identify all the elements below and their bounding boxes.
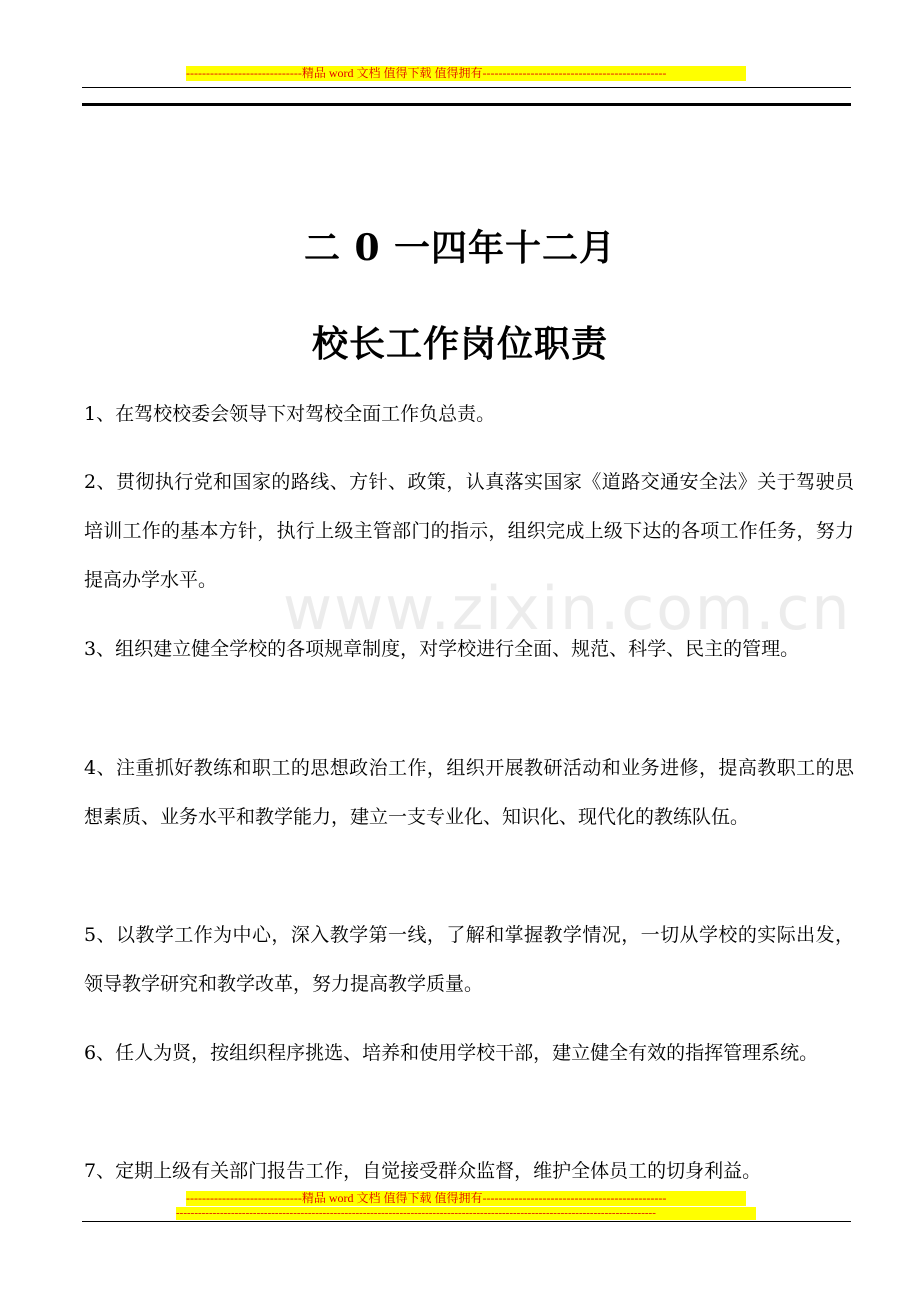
paragraph-1: 1、在驾校校委会领导下对驾校全面工作负总责。	[84, 403, 496, 425]
header-rule-thick	[82, 103, 851, 106]
paragraph-5: 5、以教学工作为中心，深入教学第一线，了解和掌握教学情况，一切从学校的实际出发，领导教学研究和教学改革，努力提高教学质量。	[84, 924, 854, 995]
footer-banner-dashes: -----------------------------------------------------------------------------------------------------------------------------------	[176, 1207, 756, 1220]
header-rule-thin	[82, 87, 851, 88]
document-date: 二 0 一四年十二月	[303, 227, 617, 269]
watermark: www.zixin.com.cn	[283, 574, 852, 644]
header-banner: -----------------------------精品 word 文档 值得下载 值得拥有----------------------------------------------	[186, 66, 746, 81]
paragraph-6: 6、任人为贤，按组织程序挑选、培养和使用学校干部，建立健全有效的指挥管理系统。	[84, 1042, 819, 1064]
document-title: 校长工作岗位职责	[311, 323, 608, 365]
paragraph-4: 4、注重抓好教练和职工的思想政治工作，组织开展教研活动和业务进修，提高教职工的思想素质、业务水平和教学能力，建立一支专业化、知识化、现代化的教练队伍。	[84, 757, 854, 828]
footer-rule	[82, 1221, 851, 1222]
footer-banner: -----------------------------精品 word 文档 值得下载 值得拥有----------------------------------------------	[186, 1191, 746, 1206]
paragraph-2: 2、贯彻执行党和国家的路线、方针、政策，认真落实国家《道路交通安全法》关于驾驶员培训工作的基本方针，执行上级主管部门的指示，组织完成上级下达的各项工作任务，努力提高办学水平。	[84, 471, 854, 591]
paragraph-7: 7、定期上级有关部门报告工作，自觉接受群众监督，维护全体员工的切身利益。	[84, 1160, 762, 1182]
paragraph-3: 3、组织建立健全学校的各项规章制度，对学校进行全面、规范、科学、民主的管理。	[84, 638, 800, 660]
